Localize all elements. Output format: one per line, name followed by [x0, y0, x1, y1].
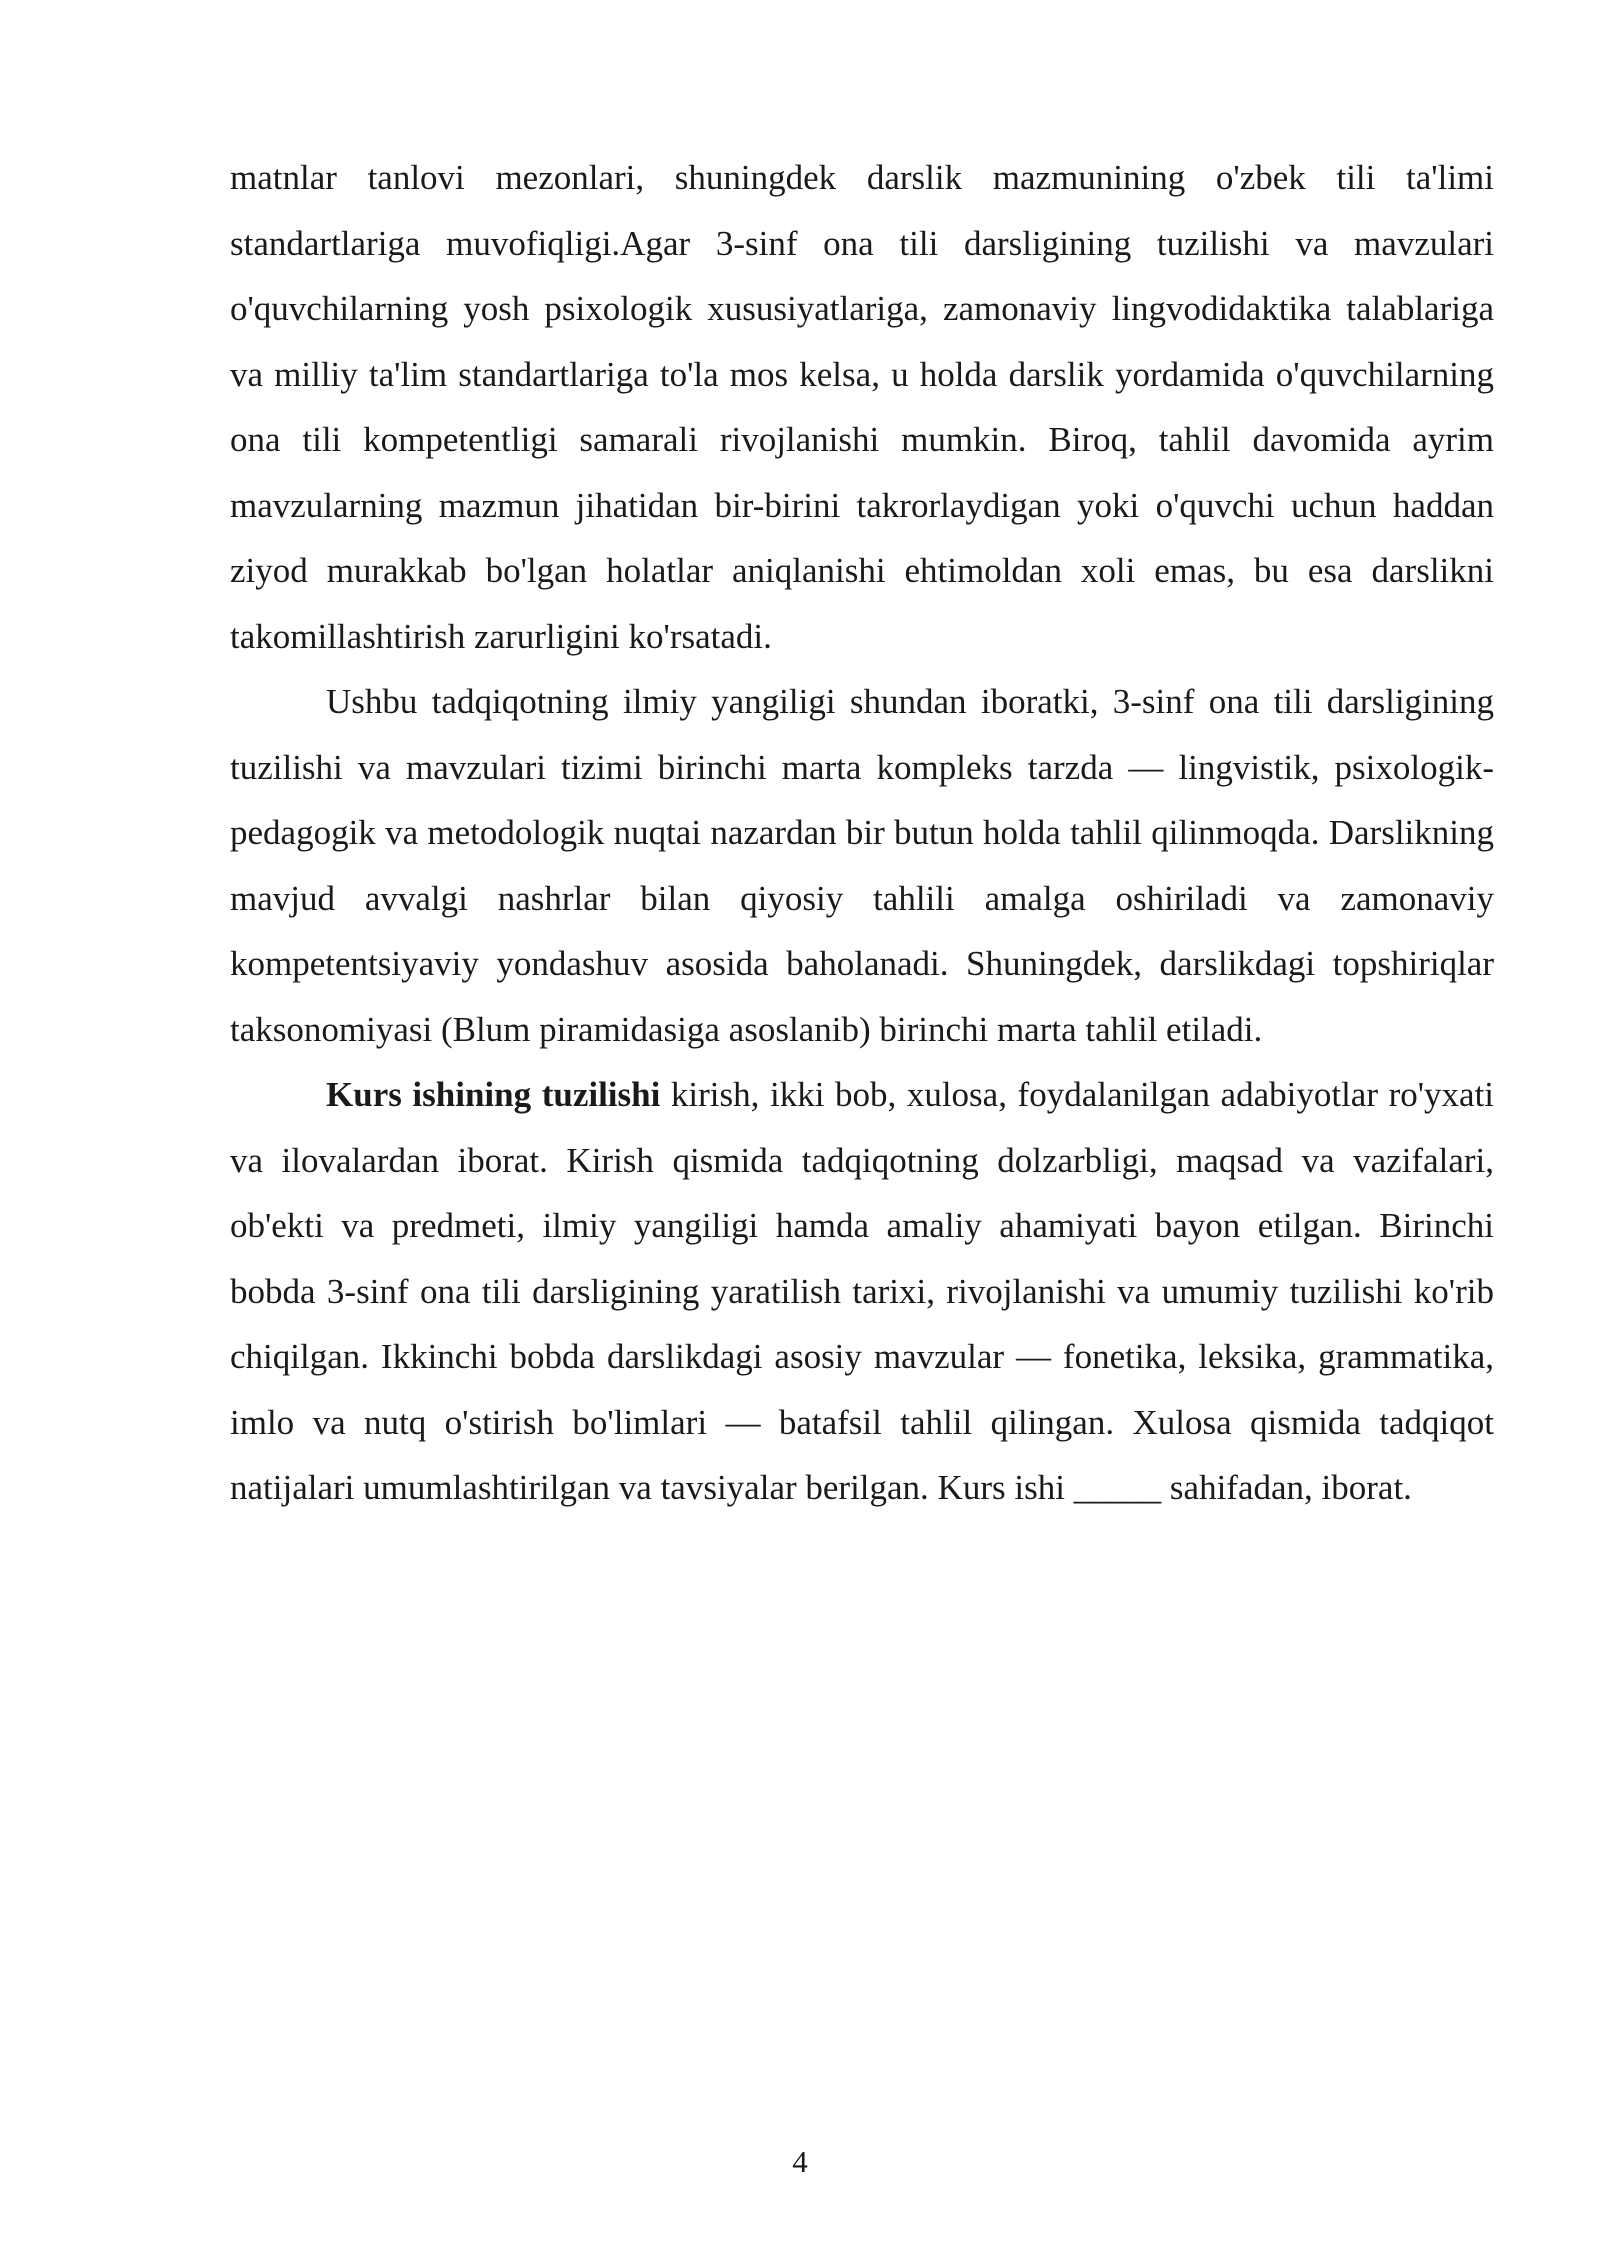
paragraph-bold-lead: Kurs ishining tuzilishi — [326, 1075, 661, 1114]
paragraph-continuation: matnlar tanlovi mezonlari, shuningdek darslik mazmunining o'zbek tili ta'limi standartlariga muvofiqligi.Agar 3-sinf ona tili darsligining tuzilishi va mavzulari o'quvchilarning yosh psixologik xususiyatlariga, zamonaviy lingvodidaktika talablariga va milliy ta'lim standartlariga to'la mos kelsa, u holda darslik yordamida o'quvchilarning ona tili kompetentligi samarali rivojlanishi mumkin. Biroq, tahlil davomida ayrim mavzularning mazmun jihatidan bir-birini takrorlaydigan yoki o'quvchi uchun haddan ziyod murakkab bo'lgan holatlar aniqlanishi ehtimoldan xoli emas, bu esa darslikni takomillashtirish zarurligini ko'rsatadi. — [230, 158, 1494, 656]
paragraph-scientific-novelty: Ushbu tadqiqotning ilmiy yangiligi shundan iboratki, 3-sinf ona tili darsligining tuzilishi va mavzulari tizimi birinchi marta kompleks tarzda — lingvistik, psixologik-pedagogik va metodologik nuqtai nazardan bir butun holda tahlil qilinmoqda. Darslikning mavjud avvalgi nashrlar bilan qiyosiy tahlili amalga oshiriladi va zamonaviy kompetentsiyaviy yondashuv asosida baholanadi. Shuningdek, darslikdagi topshiriqlar taksonomiyasi (Blum piramidasiga asoslanib) birinchi marta tahlil etiladi. — [230, 682, 1494, 1049]
document-body — [230, 145, 1494, 1521]
page-number: 4 — [792, 2144, 808, 2179]
paragraph-structure-text: kirish, ikki bob, xulosa, foydalanilgan adabiyotlar ro'yxati va ilovalardan iborat. Kirish qismida tadqiqotning dolzarbligi, maqsad va vazifalari, ob'ekti va predmeti, ilmiy yangiligi hamda amaliy ahamiyati bayon etilgan. Birinchi bobda 3-sinf ona tili darsligining yaratilish tarixi, rivojlanishi va umumiy tuzilishi ko'rib chiqilgan. Ikkinchi bobda darslikdagi asosiy mavzular — fonetika, leksika, grammatika, imlo va nutq o'stirish bo'limlari — batafsil tahlil qilingan. Xulosa qismida tadqiqot natijalari umumlashtirilgan va tavsiyalar berilgan. Kurs ishi _____ sahifadan, iborat. — [230, 1075, 1495, 1507]
paragraph-structure — [230, 1062, 1494, 1521]
